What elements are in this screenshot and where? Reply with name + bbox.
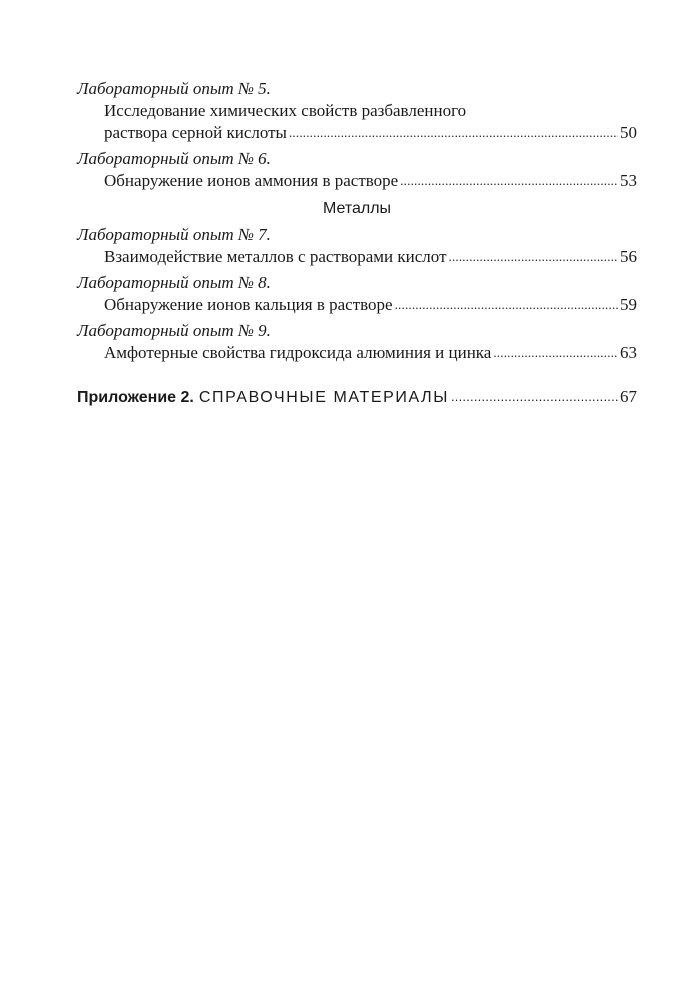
dot-leader xyxy=(395,293,618,316)
lab-title: Лабораторный опыт № 9. xyxy=(77,321,271,340)
lab-title: Лабораторный опыт № 8. xyxy=(77,273,271,292)
lab-description-line: раствора серной кислоты xyxy=(104,123,287,142)
toc-entry-lab-5 xyxy=(77,78,637,144)
toc-row[interactable] xyxy=(77,170,637,192)
page-number: 53 xyxy=(620,171,637,190)
lab-description-line: Обнаружение ионов аммония в растворе xyxy=(104,171,399,190)
page-number: 50 xyxy=(620,123,637,142)
lab-description-line: Исследование химических свойств разбавленного xyxy=(104,101,467,120)
toc-entry-lab-9 xyxy=(77,320,637,364)
toc-row[interactable] xyxy=(77,342,637,364)
page-number: 63 xyxy=(620,343,637,362)
section-heading: Металлы xyxy=(322,200,392,217)
appendix-label: Приложение 2. xyxy=(77,389,194,406)
toc-row[interactable] xyxy=(77,246,637,268)
toc-entry-lab-6 xyxy=(77,148,637,192)
toc-entry-lab-8 xyxy=(77,272,637,316)
page-number: 67 xyxy=(620,387,637,406)
dot-leader xyxy=(400,169,618,192)
lab-description-line: Обнаружение ионов кальция в растворе xyxy=(104,295,393,314)
dot-leader xyxy=(449,245,619,268)
toc-entry-lab-7 xyxy=(77,224,637,268)
dot-leader xyxy=(493,341,618,364)
appendix-title: СПРАВОЧНЫЕ МАТЕРИАЛЫ xyxy=(198,389,449,406)
lab-description-line: Взаимодействие металлов с растворами кислот xyxy=(104,247,447,266)
dot-leader xyxy=(289,121,618,144)
toc-row[interactable] xyxy=(77,122,637,144)
page-number: 59 xyxy=(620,295,637,314)
table-of-contents xyxy=(77,78,637,408)
page-number: 56 xyxy=(620,247,637,266)
toc-entry-appendix-2[interactable] xyxy=(77,386,637,408)
toc-row[interactable] xyxy=(77,294,637,316)
dot-leader xyxy=(451,386,618,408)
appendix-heading xyxy=(77,387,449,409)
lab-title: Лабораторный опыт № 7. xyxy=(77,225,271,244)
lab-title: Лабораторный опыт № 5. xyxy=(77,79,271,98)
lab-description-line: Амфотерные свойства гидроксида алюминия и цинка xyxy=(104,343,492,362)
lab-title: Лабораторный опыт № 6. xyxy=(77,149,271,168)
